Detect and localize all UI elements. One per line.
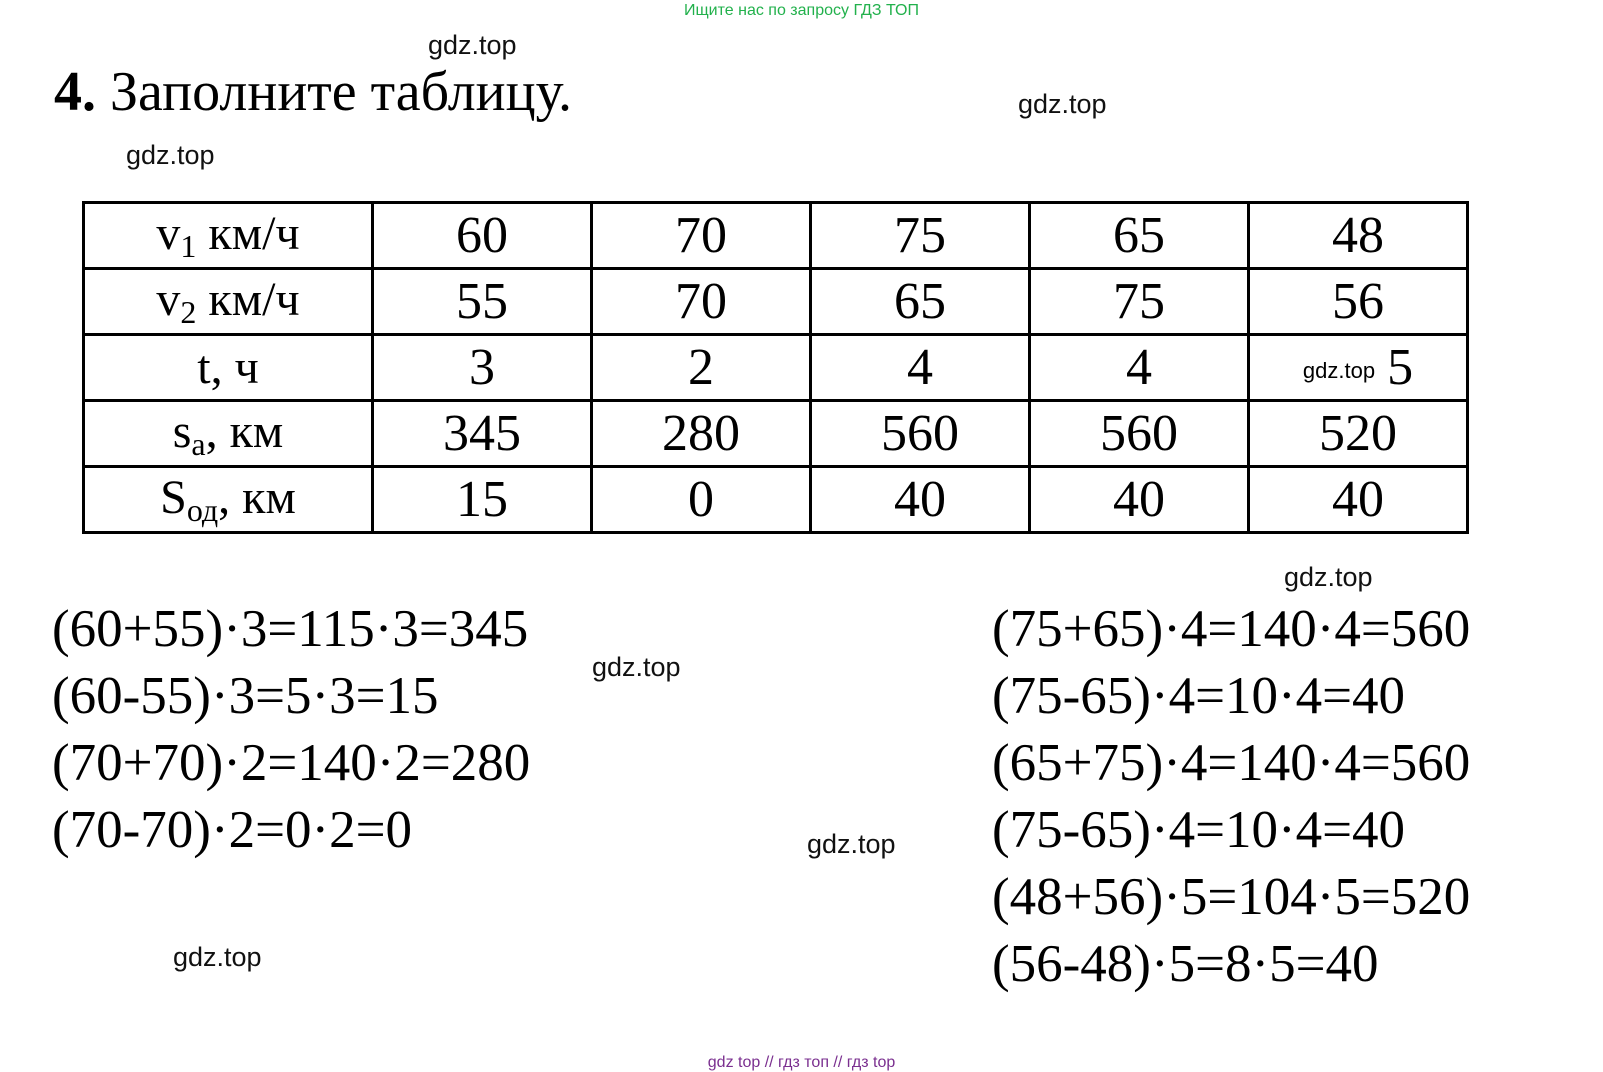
table-cell: 560 bbox=[1030, 401, 1249, 467]
watermark: gdz.top bbox=[807, 829, 896, 859]
top-banner: Ищите нас по запросу ГДЗ ТОП bbox=[684, 2, 919, 19]
table-cell: 3 bbox=[373, 335, 592, 401]
footer: gdz top // гдз топ // гдз top bbox=[707, 1054, 896, 1071]
table-cell: gdz.top 5 bbox=[1249, 335, 1468, 401]
table-cell: 65 bbox=[811, 269, 1030, 335]
calc-line: (70-70)·2=0·2=0 bbox=[52, 801, 413, 859]
table-cell: 345 bbox=[373, 401, 592, 467]
table-row bbox=[84, 467, 1468, 533]
watermark: gdz.top bbox=[173, 942, 262, 972]
table-cell: 60 bbox=[373, 203, 592, 269]
row-label: $s_а$, км bbox=[84, 401, 373, 467]
table-row bbox=[84, 335, 1468, 401]
calc-line: (65+75)·4=140·4=560 bbox=[992, 734, 1471, 792]
table-cell: 70 bbox=[592, 269, 811, 335]
watermark: gdz.top bbox=[1302, 357, 1376, 383]
watermark: gdz.top bbox=[592, 652, 681, 682]
calc-line: (60-55)·3=5·3=15 bbox=[52, 667, 439, 725]
watermark: gdz.top bbox=[1284, 562, 1373, 592]
table-cell: 65 bbox=[1030, 203, 1249, 269]
table-cell: 40 bbox=[1030, 467, 1249, 533]
table-cell: 75 bbox=[811, 203, 1030, 269]
watermark: gdz.top bbox=[1018, 89, 1107, 119]
row-label: $v_1$ км/ч bbox=[84, 203, 373, 269]
watermark: gdz.top bbox=[126, 140, 215, 170]
table-cell: 56 bbox=[1249, 269, 1468, 335]
table-cell: 2 bbox=[592, 335, 811, 401]
table-row bbox=[84, 401, 1468, 467]
table-cell: 280 bbox=[592, 401, 811, 467]
table-cell: 40 bbox=[1249, 467, 1468, 533]
watermark: gdz.top bbox=[428, 30, 517, 60]
table-cell: 55 bbox=[373, 269, 592, 335]
calc-line: (75+65)·4=140·4=560 bbox=[992, 600, 1471, 658]
row-label: $v_2$ км/ч bbox=[84, 269, 373, 335]
calculations-right bbox=[992, 596, 1470, 998]
table-cell: 70 bbox=[592, 203, 811, 269]
row-label: t, ч bbox=[84, 335, 373, 401]
table-cell: 0 bbox=[592, 467, 811, 533]
table-row bbox=[84, 269, 1468, 335]
task-text: Заполните таблицу. bbox=[110, 61, 572, 123]
table-cell: 520 bbox=[1249, 401, 1468, 467]
task-number: 4. bbox=[54, 61, 96, 123]
calc-line: (75-65)·4=10·4=40 bbox=[992, 667, 1406, 725]
calc-line: (60+55)·3=115·3=345 bbox=[52, 600, 529, 658]
calc-line: (48+56)·5=104·5=520 bbox=[992, 868, 1471, 926]
table-cell: 15 bbox=[373, 467, 592, 533]
table-cell: 75 bbox=[1030, 269, 1249, 335]
table-cell: 4 bbox=[1030, 335, 1249, 401]
calc-line: (70+70)·2=140·2=280 bbox=[52, 734, 531, 792]
row-label: $S_{од}$, км bbox=[84, 467, 373, 533]
table-cell: 40 bbox=[811, 467, 1030, 533]
calc-line: (56-48)·5=8·5=40 bbox=[992, 935, 1379, 993]
table-cell: 560 bbox=[811, 401, 1030, 467]
calc-line: (75-65)·4=10·4=40 bbox=[992, 801, 1406, 859]
data-table bbox=[82, 201, 1469, 534]
table-cell: 4 bbox=[811, 335, 1030, 401]
table-cell: 48 bbox=[1249, 203, 1468, 269]
table-row bbox=[84, 203, 1468, 269]
calculations-left bbox=[52, 596, 530, 864]
task-title bbox=[54, 61, 572, 123]
